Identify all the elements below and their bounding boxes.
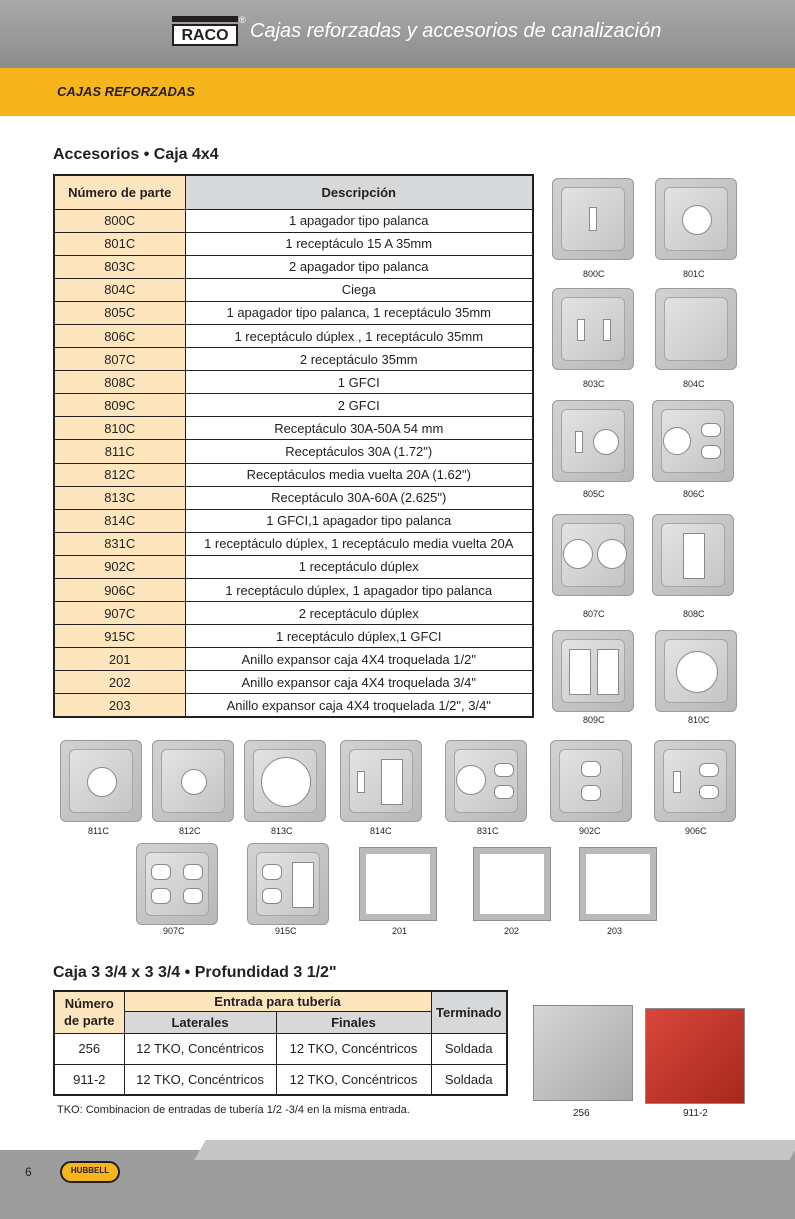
- deep-finish-cell: Soldada: [431, 1033, 507, 1064]
- part-number-cell: 810C: [54, 417, 185, 440]
- description-cell: Receptáculo 30A-50A 54 mm: [185, 417, 533, 440]
- page-header: [0, 0, 795, 68]
- accessory-row: [54, 463, 533, 486]
- part-number-cell: 805C: [54, 301, 185, 324]
- thumb-805c: [552, 400, 634, 482]
- page-number: 6: [25, 1165, 32, 1179]
- thumb-808c: [652, 514, 734, 596]
- part-number-cell: 801C: [54, 232, 185, 255]
- caption-203: 203: [607, 926, 623, 936]
- box-256-image: [533, 1005, 633, 1101]
- caption-800c: 800C: [583, 269, 605, 279]
- thumb-803c: [552, 288, 634, 370]
- part-number-cell: 812C: [54, 463, 185, 486]
- deep-box-row: [54, 1033, 507, 1064]
- thumb-804c: [655, 288, 737, 370]
- ring-202: [474, 848, 550, 920]
- caption-803c: 803C: [583, 379, 605, 389]
- thumb-906c: [654, 740, 736, 822]
- deep-part-cell: 911-2: [54, 1064, 124, 1095]
- description-cell: 1 apagador tipo palanca, 1 receptáculo 35mm: [185, 301, 533, 324]
- accessory-row: [54, 440, 533, 463]
- thumb-807c: [552, 514, 634, 596]
- description-cell: 1 receptáculo dúplex, 1 apagador tipo palanca: [185, 579, 533, 602]
- accessory-row: [54, 324, 533, 347]
- part-number-cell: 806C: [54, 324, 185, 347]
- part-number-cell: 907C: [54, 602, 185, 625]
- description-cell: Anillo expansor caja 4X4 troquelada 1/2": [185, 648, 533, 671]
- section-band-title: CAJAS REFORZADAS: [57, 84, 195, 99]
- thumb-915c: [247, 843, 329, 925]
- thumb-902c: [550, 740, 632, 822]
- part-number-cell: 202: [54, 671, 185, 694]
- accessory-row: [54, 417, 533, 440]
- part-number-cell: 813C: [54, 486, 185, 509]
- deep-part-cell: 256: [54, 1033, 124, 1064]
- part-number-cell: 201: [54, 648, 185, 671]
- description-cell: 1 GFCI: [185, 371, 533, 394]
- footer-stripe: [194, 1140, 795, 1160]
- caption-807c: 807C: [583, 609, 605, 619]
- accessory-row: [54, 555, 533, 578]
- description-cell: 1 receptáculo dúplex,1 GFCI: [185, 625, 533, 648]
- ring-201: [360, 848, 436, 920]
- caption-906c: 906C: [685, 826, 707, 836]
- accessory-row: [54, 602, 533, 625]
- caption-810c: 810C: [688, 715, 710, 725]
- box-911-2-image: [645, 1008, 745, 1104]
- description-cell: 1 receptáculo dúplex , 1 receptáculo 35mm: [185, 324, 533, 347]
- description-cell: 2 receptáculo 35mm: [185, 348, 533, 371]
- caption-201: 201: [392, 926, 408, 936]
- caption-915c: 915C: [275, 926, 297, 936]
- part-number-cell: 809C: [54, 394, 185, 417]
- thumb-812c: [152, 740, 234, 822]
- caption-907c: 907C: [163, 926, 185, 936]
- thumb-801c: [655, 178, 737, 260]
- hubbell-logo: [60, 1161, 120, 1183]
- accessory-row: [54, 579, 533, 602]
- caption-902c: 902C: [579, 826, 601, 836]
- raco-logo-bar: [172, 16, 238, 22]
- thumb-814c: [340, 740, 422, 822]
- description-cell: 1 GFCI,1 apagador tipo palanca: [185, 509, 533, 532]
- deep-col-part-line1: Número: [64, 996, 114, 1012]
- thumb-809c: [552, 630, 634, 712]
- caption-813c: 813C: [271, 826, 293, 836]
- caption-806c: 806C: [683, 489, 705, 499]
- section-band: [0, 68, 795, 116]
- page-footer: [0, 1150, 795, 1219]
- accessory-row: [54, 301, 533, 324]
- caption-811c: 811C: [88, 826, 109, 836]
- deep-box-title: Caja 3 3/4 x 3 3/4 • Profundidad 3 1/2": [53, 964, 337, 981]
- description-cell: 2 apagador tipo palanca: [185, 255, 533, 278]
- deep-col-part-line2: de parte: [63, 1013, 115, 1029]
- caption-812c: 812C: [179, 826, 201, 836]
- raco-logo: [172, 24, 238, 46]
- deep-lateral-cell: 12 TKO, Concéntricos: [124, 1064, 276, 1095]
- thumb-810c: [655, 630, 737, 712]
- accessories-table: [53, 174, 534, 718]
- caption-808c: 808C: [683, 609, 705, 619]
- raco-logo-text: RACO: [181, 27, 229, 44]
- part-number-cell: 831C: [54, 532, 185, 555]
- part-number-cell: 915C: [54, 625, 185, 648]
- accessory-row: [54, 509, 533, 532]
- thumb-831c: [445, 740, 527, 822]
- description-cell: Receptáculos 30A (1.72"): [185, 440, 533, 463]
- deep-box-body: [54, 1033, 507, 1095]
- deep-col-entry: Entrada para tubería: [124, 991, 431, 1011]
- accessory-row: [54, 394, 533, 417]
- accessory-row: [54, 625, 533, 648]
- description-cell: 2 receptáculo dúplex: [185, 602, 533, 625]
- caption-805c: 805C: [583, 489, 605, 499]
- part-number-cell: 203: [54, 694, 185, 717]
- accessory-row: [54, 232, 533, 255]
- col-desc-header: Descripción: [185, 175, 533, 209]
- deep-lateral-cell: 12 TKO, Concéntricos: [124, 1033, 276, 1064]
- part-number-cell: 906C: [54, 579, 185, 602]
- part-number-cell: 811C: [54, 440, 185, 463]
- part-number-cell: 814C: [54, 509, 185, 532]
- caption-831c: 831C: [477, 826, 499, 836]
- deep-col-finish: Terminado: [431, 991, 507, 1033]
- deep-final-cell: 12 TKO, Concéntricos: [276, 1033, 431, 1064]
- deep-box-table: [53, 990, 508, 1096]
- description-cell: Receptáculo 30A-60A (2.625"): [185, 486, 533, 509]
- accessory-row: [54, 348, 533, 371]
- registered-mark: ®: [239, 15, 246, 25]
- accessory-row: [54, 486, 533, 509]
- deep-box-row: [54, 1064, 507, 1095]
- deep-final-cell: 12 TKO, Concéntricos: [276, 1064, 431, 1095]
- description-cell: 2 GFCI: [185, 394, 533, 417]
- caption-911-2: 911-2: [683, 1108, 708, 1119]
- thumb-813c: [244, 740, 326, 822]
- accessory-row: [54, 694, 533, 717]
- description-cell: Receptáculos media vuelta 20A (1.62"): [185, 463, 533, 486]
- description-cell: Anillo expansor caja 4X4 troquelada 1/2", 3/4": [185, 694, 533, 717]
- part-number-cell: 808C: [54, 371, 185, 394]
- ring-203: [580, 848, 656, 920]
- accessories-body: [54, 209, 533, 717]
- accessory-row: [54, 532, 533, 555]
- caption-202: 202: [504, 926, 520, 936]
- header-title: Cajas reforzadas y accesorios de canalización: [250, 20, 662, 42]
- thumb-811c: [60, 740, 142, 822]
- part-number-cell: 803C: [54, 255, 185, 278]
- description-cell: Anillo expansor caja 4X4 troquelada 3/4": [185, 671, 533, 694]
- deep-finish-cell: Soldada: [431, 1064, 507, 1095]
- thumb-806c: [652, 400, 734, 482]
- hubbell-logo-text: HUBBELL: [70, 1166, 110, 1175]
- description-cell: 1 receptáculo 15 A 35mm: [185, 232, 533, 255]
- description-cell: 1 receptáculo dúplex, 1 receptáculo media vuelta 20A: [185, 532, 533, 555]
- part-number-cell: 800C: [54, 209, 185, 232]
- thumb-800c: [552, 178, 634, 260]
- deep-col-final: Finales: [276, 1011, 431, 1033]
- caption-801c: 801C: [683, 269, 705, 279]
- caption-814c: 814C: [370, 826, 392, 836]
- description-cell: 1 apagador tipo palanca: [185, 209, 533, 232]
- caption-256: 256: [573, 1108, 590, 1119]
- accessory-row: [54, 209, 533, 232]
- accessory-row: [54, 278, 533, 301]
- accessory-row: [54, 648, 533, 671]
- accessories-title: Accesorios • Caja 4x4: [53, 146, 219, 163]
- col-part-header: Número de parte: [54, 175, 185, 209]
- thumb-907c: [136, 843, 218, 925]
- deep-col-part: [54, 991, 124, 1033]
- caption-804c: 804C: [683, 379, 705, 389]
- tko-note: TKO: Combinacion de entradas de tubería 1/2 -3/4 en la misma entrada.: [57, 1104, 410, 1116]
- accessory-row: [54, 671, 533, 694]
- part-number-cell: 804C: [54, 278, 185, 301]
- accessory-row: [54, 255, 533, 278]
- part-number-cell: 807C: [54, 348, 185, 371]
- description-cell: Ciega: [185, 278, 533, 301]
- deep-col-lateral: Laterales: [124, 1011, 276, 1033]
- description-cell: 1 receptáculo dúplex: [185, 555, 533, 578]
- accessory-row: [54, 371, 533, 394]
- caption-809c: 809C: [583, 715, 605, 725]
- part-number-cell: 902C: [54, 555, 185, 578]
